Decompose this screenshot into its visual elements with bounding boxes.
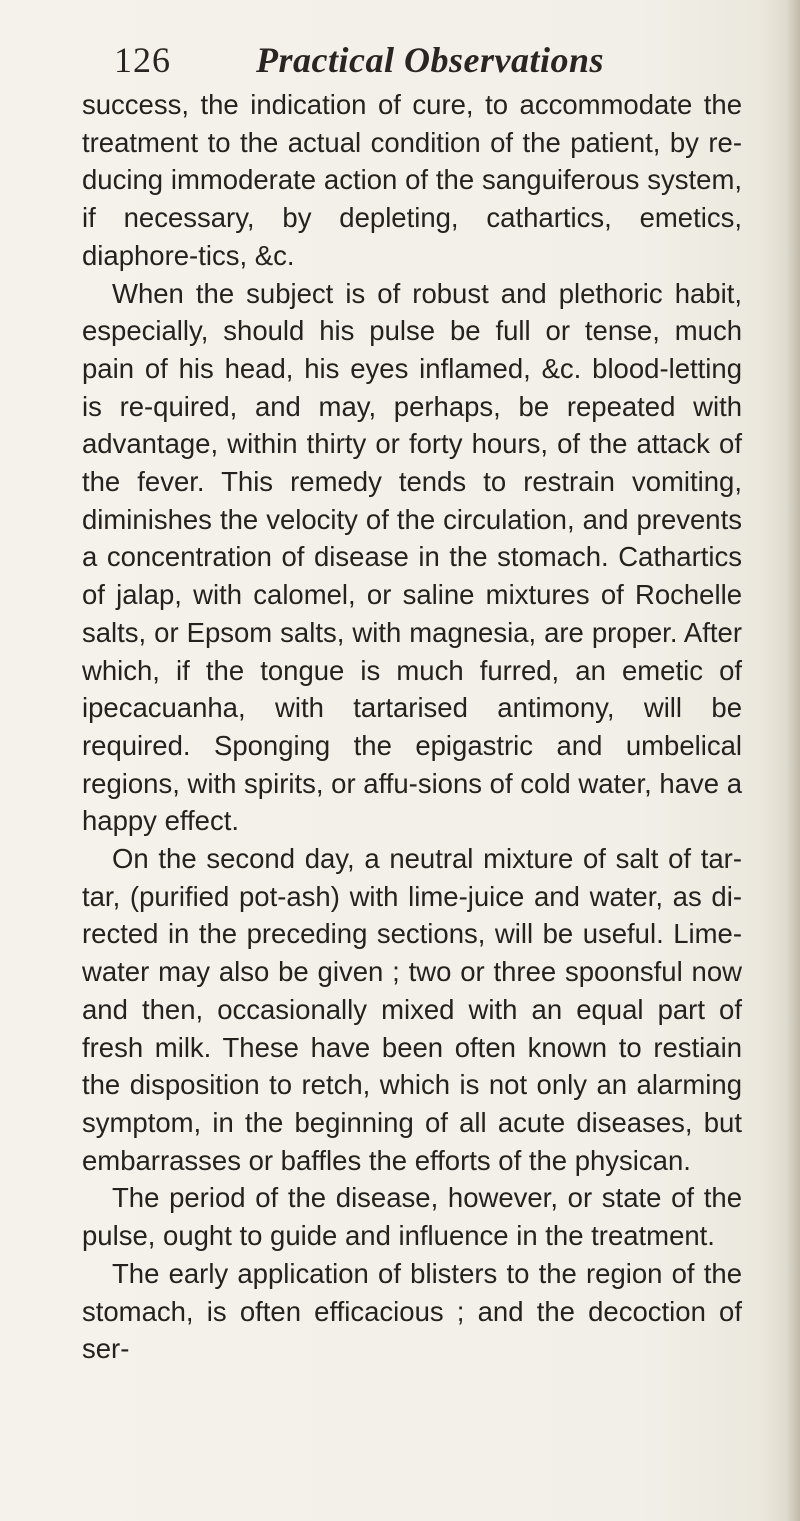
paragraph: When the subject is of robust and plethoric habit, especially, should his pulse be full or tense, much pain of his head, his eyes inflamed, &c. blood-letting is re-quired, and may, perhaps, be repeated with advantage, within thirty or forty hours, of the attack of the fever. This remedy tends to restrain vomiting, diminishes the velocity of the circulation, and prevents a concentration of disease in the stomach. Cathartics of jalap, with calomel, or saline mixtures of Rochelle salts, or Epsom salts, with magnesia, are proper. After which, if the tongue is much furred, an emetic of ipecacuanha, with tartarised antimony, will be required. Sponging the epigastric and umbelical regions, with spirits, or affu-sions of cold water, have a happy effect. [82,277,742,837]
running-title: Practical Observations [256,40,604,80]
page-edge-shadow [786,0,800,1521]
body-text [82,86,742,1368]
paragraph: The early application of blisters to the region of the stomach, is often efficacious ; and the decoction of ser- [82,1257,742,1365]
paragraph: On the second day, a neutral mixture of salt of tar-tar, (purified pot-ash) with lime-juice and water, as di-rected in the preceding sections, will be useful. Lime-water may also be given ; two or three spoonsful now and then, occasionally mixed with an equal part of fresh milk. These have been often known to restiain the disposition to retch, which is not only an alarming symptom, in the beginning of all acute diseases, but embarrasses or baffles the efforts of the physican. [82,843,742,1176]
paragraph: The period of the disease, however, or state of the pulse, ought to guide and influence in the treatment. [82,1182,742,1252]
paragraph: success, the indication of cure, to accommodate the treatment to the actual condition of the patient, by re-ducing immoderate action of the sanguiferous system, if necessary, by depleting, cathartics, emetics, diaphore-tics, &c. [82,89,742,271]
page-number: 126 [114,40,171,80]
page-header [114,36,634,84]
